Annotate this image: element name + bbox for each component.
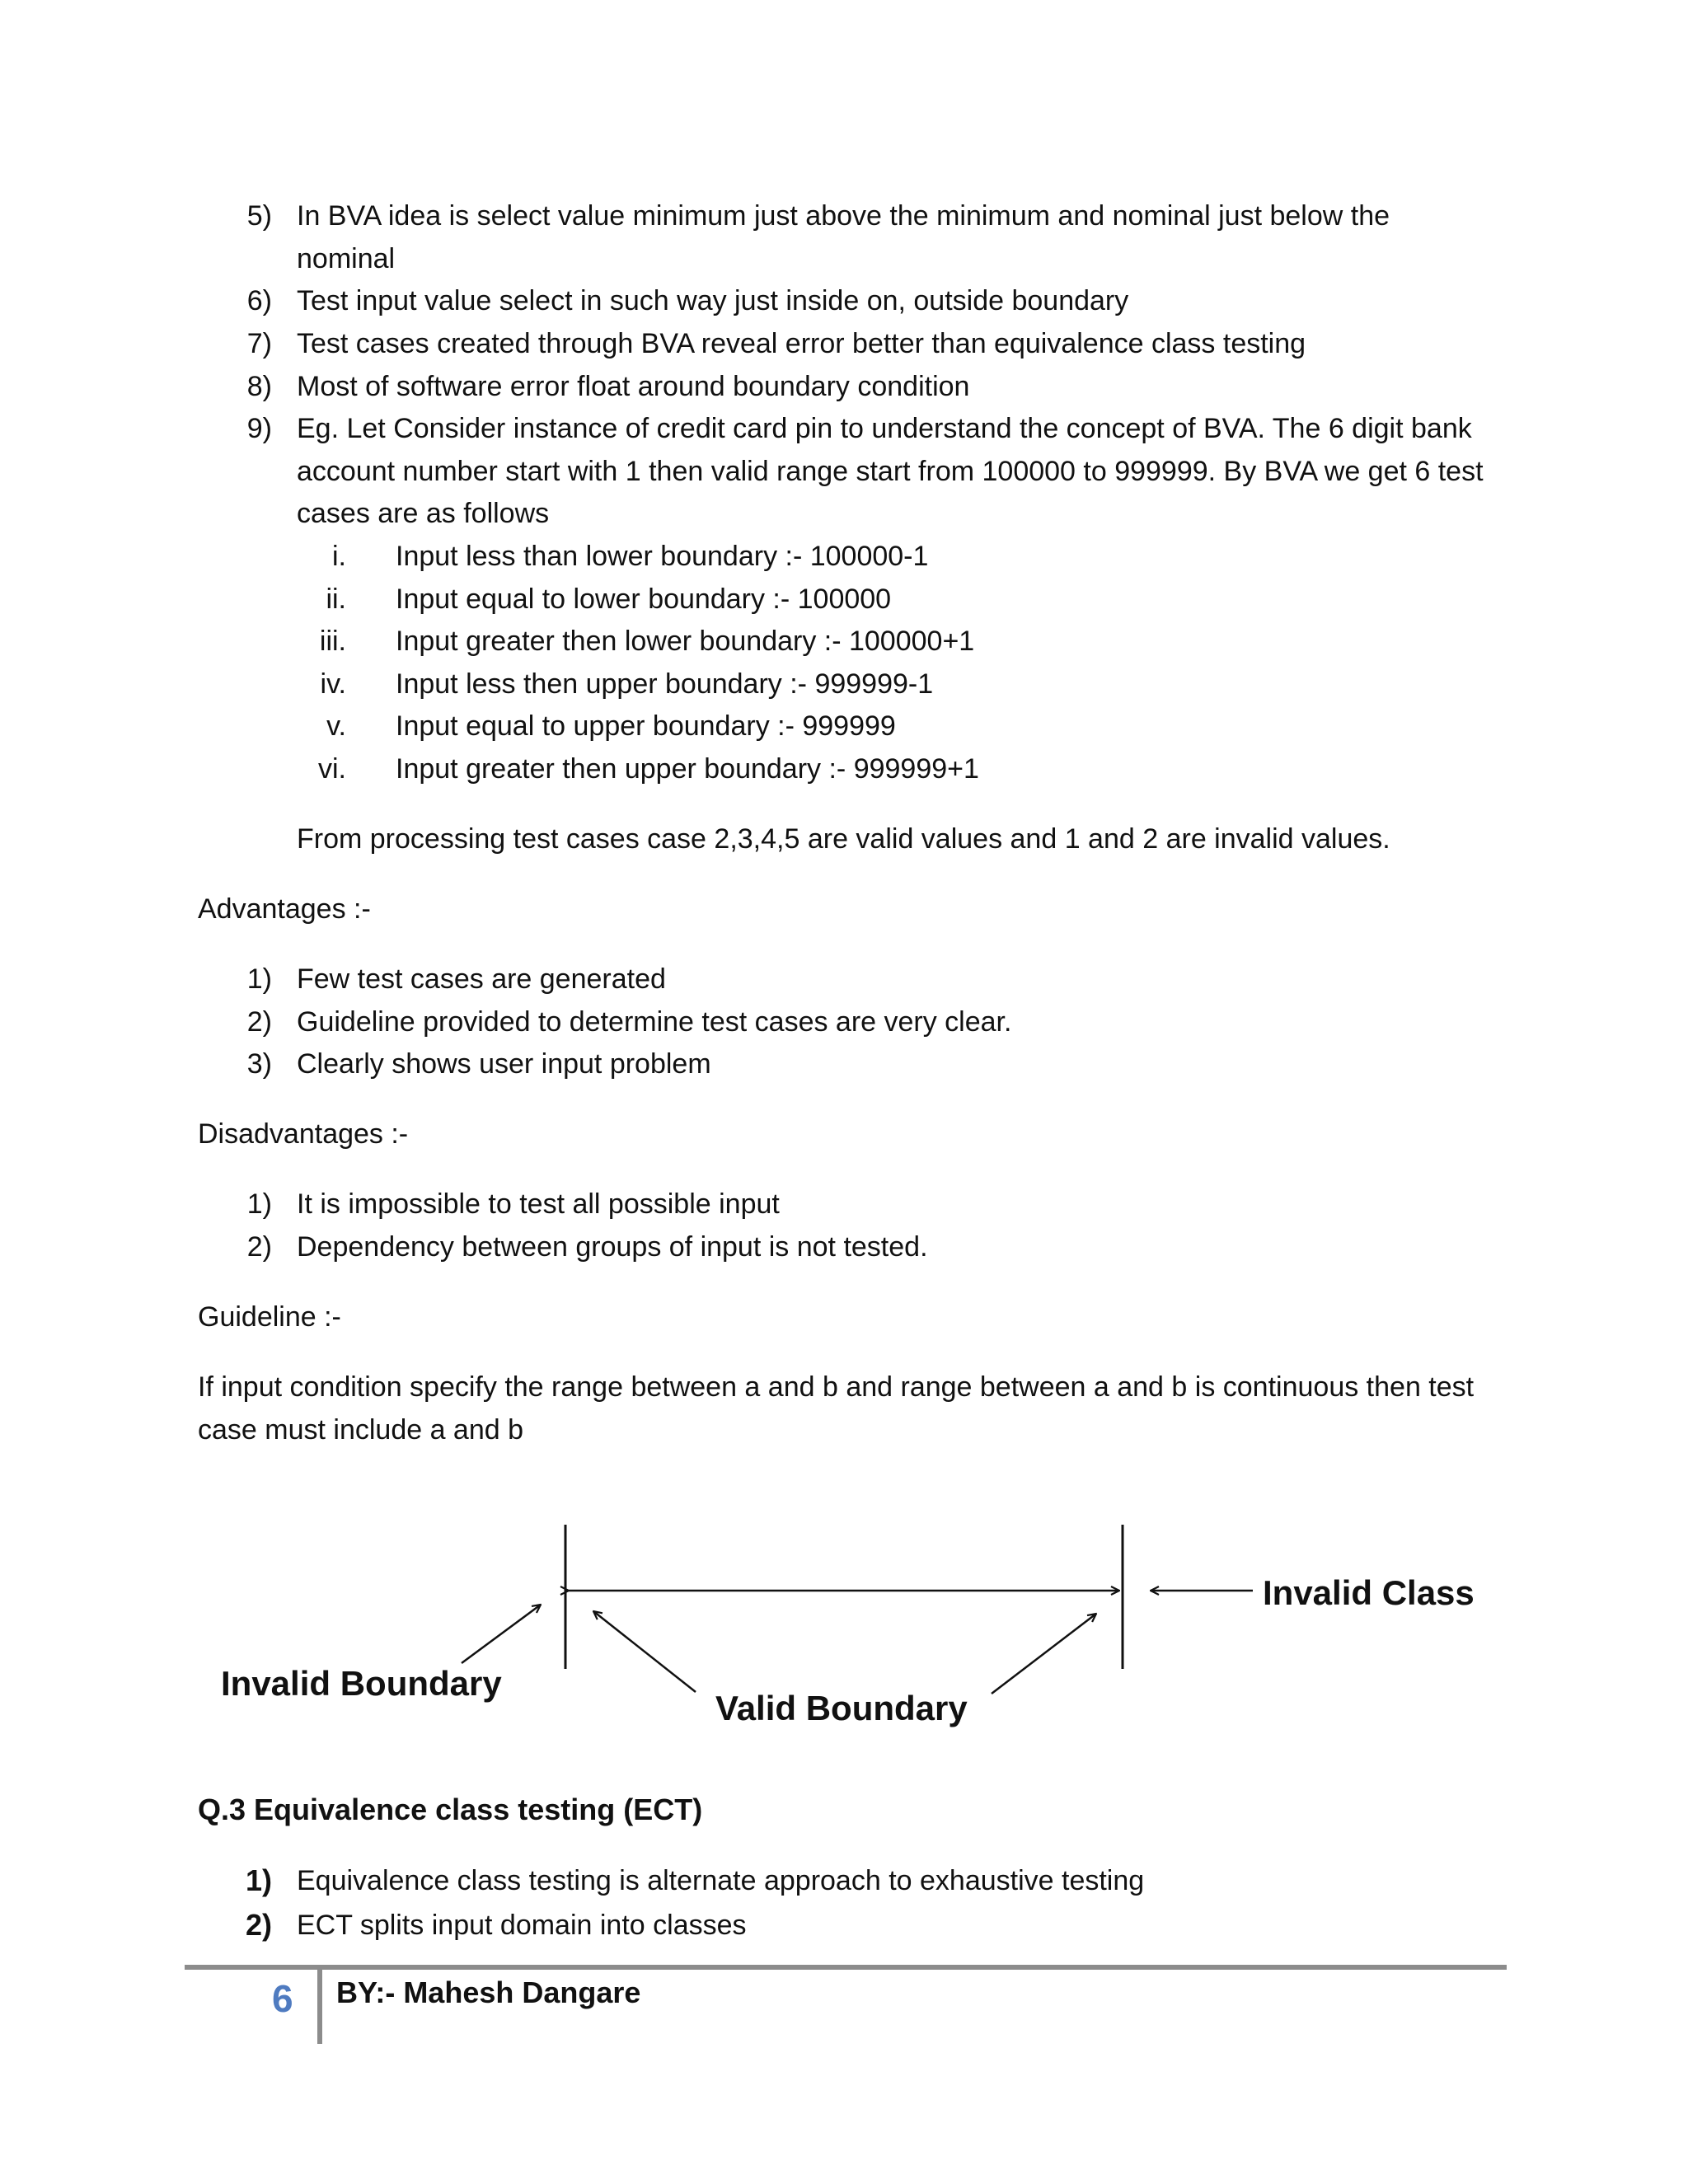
list-item-text: Eg. Let Consider instance of credit card pin to understand the concept of BVA. The 6 digit bank [297,413,1472,444]
list-item-text: Most of software error float around boundary condition [297,371,970,402]
list-number: 2) [245,1908,272,1942]
footer-divider [317,1970,322,2044]
guideline-heading: Guideline :- [198,1301,341,1333]
list-item-text: Clearly shows user input problem [297,1048,711,1080]
list-item-text: Equivalence class testing is alternate approach to exhaustive testing [297,1865,1145,1896]
ect-heading: Q.3 Equivalence class testing (ECT) [198,1793,703,1826]
list-number: 6) [246,285,272,316]
roman-number: vi. [318,753,346,785]
invalid-boundary-label: Invalid Boundary [221,1664,502,1703]
list-item-text: account number start with 1 then valid range start from 100000 to 999999. By BVA we get 6 test [297,456,1484,487]
list-number: 5) [246,200,272,232]
valid-boundary-label: Valid Boundary [715,1689,968,1727]
list-item-text: nominal [297,243,396,274]
test-case-text: Input greater then lower boundary :- 100000+1 [396,626,975,657]
list-number: 7) [246,328,272,359]
roman-number: iv. [320,668,346,700]
roman-number: v. [326,710,346,742]
valid-boundary-arrow-left [593,1611,696,1692]
list-number: 1) [246,1188,272,1220]
test-case-text: Input greater then upper boundary :- 999999+1 [396,753,979,785]
processing-note: From processing test cases case 2,3,4,5 are valid values and 1 and 2 are invalid values. [297,823,1390,855]
list-item-text: It is impossible to test all possible input [297,1188,780,1220]
list-item-text: Dependency between groups of input is not tested. [297,1231,928,1263]
disadvantages-heading: Disadvantages :- [198,1118,409,1150]
invalid-class-label: Invalid Class [1263,1573,1475,1612]
test-case-text: Input less then upper boundary :- 999999-1 [396,668,934,700]
list-number: 9) [246,413,272,444]
valid-boundary-arrow-right [992,1614,1096,1694]
list-number: 1) [245,1863,272,1897]
invalid-boundary-arrow [462,1605,541,1663]
page-number: 6 [272,1977,293,2020]
roman-number: iii. [319,626,346,657]
roman-number: ii. [326,583,346,615]
guideline-text: case must include a and b [198,1414,524,1446]
guideline-text: If input condition specify the range between a and b and range between a and b is continuous then test [198,1371,1475,1403]
list-number: 1) [246,963,272,995]
footer-rule [185,1965,1507,1970]
list-number: 2) [246,1231,272,1263]
list-number: 3) [246,1048,272,1080]
list-item-text: ECT splits input domain into classes [297,1910,747,1941]
list-item-text: Test cases created through BVA reveal error better than equivalence class testing [297,328,1306,359]
advantages-heading: Advantages :- [198,893,371,925]
list-number: 8) [246,371,272,402]
roman-number: i. [332,541,346,572]
list-item-text: Test input value select in such way just inside on, outside boundary [297,285,1129,316]
test-case-text: Input equal to lower boundary :- 100000 [396,583,892,615]
list-item-text: In BVA idea is select value minimum just above the minimum and nominal just below the [297,200,1390,232]
list-item-text: Few test cases are generated [297,963,666,995]
test-case-text: Input equal to upper boundary :- 999999 [396,710,896,742]
list-number: 2) [246,1006,272,1038]
test-case-text: Input less than lower boundary :- 100000-1 [396,541,929,572]
author-credit: BY:- Mahesh Dangare [336,1975,641,2009]
list-item-text: cases are as follows [297,498,550,529]
list-item-text: Guideline provided to determine test cases are very clear. [297,1006,1012,1038]
